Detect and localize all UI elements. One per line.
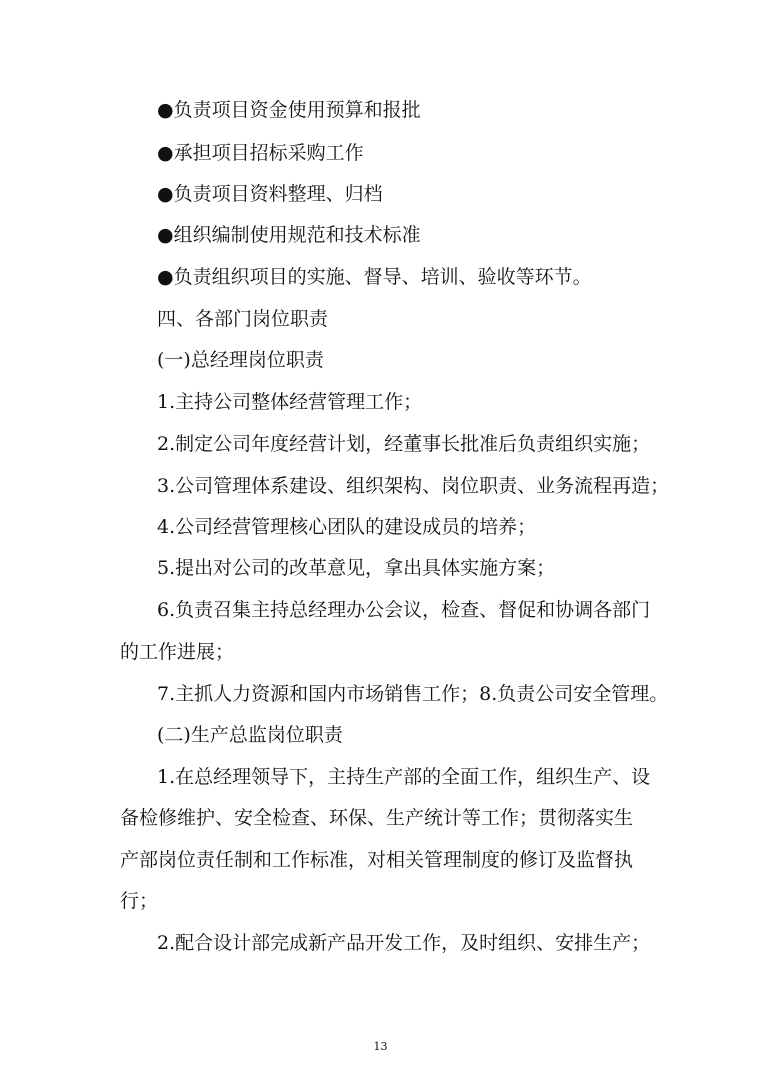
gm-heading: (一)总经理岗位职责 bbox=[157, 349, 324, 371]
pd-item-2: 2.配合设计部完成新产品开发工作，及时组织、安排生产； bbox=[157, 932, 651, 954]
bullet-item: ●负责项目资金使用预算和报批 bbox=[157, 99, 421, 121]
gm-item: 5.提出对公司的改革意见，拿出具体实施方案； bbox=[157, 557, 556, 579]
page-number: 13 bbox=[373, 1040, 388, 1053]
pd-item-1-line4: 行； bbox=[120, 890, 159, 912]
pd-item-1-line3: 产部岗位责任制和工作标准，对相关管理制度的修订及监督执 bbox=[120, 849, 634, 871]
pd-heading: (二)生产总监岗位职责 bbox=[157, 724, 343, 746]
gm-item: 3.公司管理体系建设、组织架构、岗位职责、业务流程再造； bbox=[157, 475, 670, 497]
gm-item: 1.主持公司整体经营管理工作； bbox=[157, 391, 423, 413]
bullet-item: ●承担项目招标采购工作 bbox=[157, 142, 364, 164]
bullet-item: ●负责项目资料整理、归档 bbox=[157, 183, 383, 205]
section-heading: 四、各部门岗位职责 bbox=[157, 308, 329, 330]
gm-item-7: 7.主抓人力资源和国内市场销售工作；8.负责公司安全管理。 bbox=[157, 683, 669, 705]
pd-item-1-line2: 备检修维护、安全检查、环保、生产统计等工作；贯彻落实生 bbox=[120, 807, 634, 829]
bullet-item: ●负责组织项目的实施、督导、培训、验收等环节。 bbox=[157, 266, 592, 288]
gm-item-6-line2: 的工作进展； bbox=[120, 641, 235, 663]
pd-item-1-line1: 1.在总经理领导下，主持生产部的全面工作，组织生产、设 bbox=[157, 766, 651, 788]
bullet-item: ●组织编制使用规范和技术标准 bbox=[157, 224, 421, 246]
gm-item-6-line1: 6.负责召集主持总经理办公会议，检查、督促和协调各部门 bbox=[157, 599, 651, 621]
gm-item: 4.公司经营管理核心团队的建设成员的培养； bbox=[157, 516, 537, 538]
gm-item: 2.制定公司年度经营计划，经董事长批准后负责组织实施； bbox=[157, 433, 651, 455]
